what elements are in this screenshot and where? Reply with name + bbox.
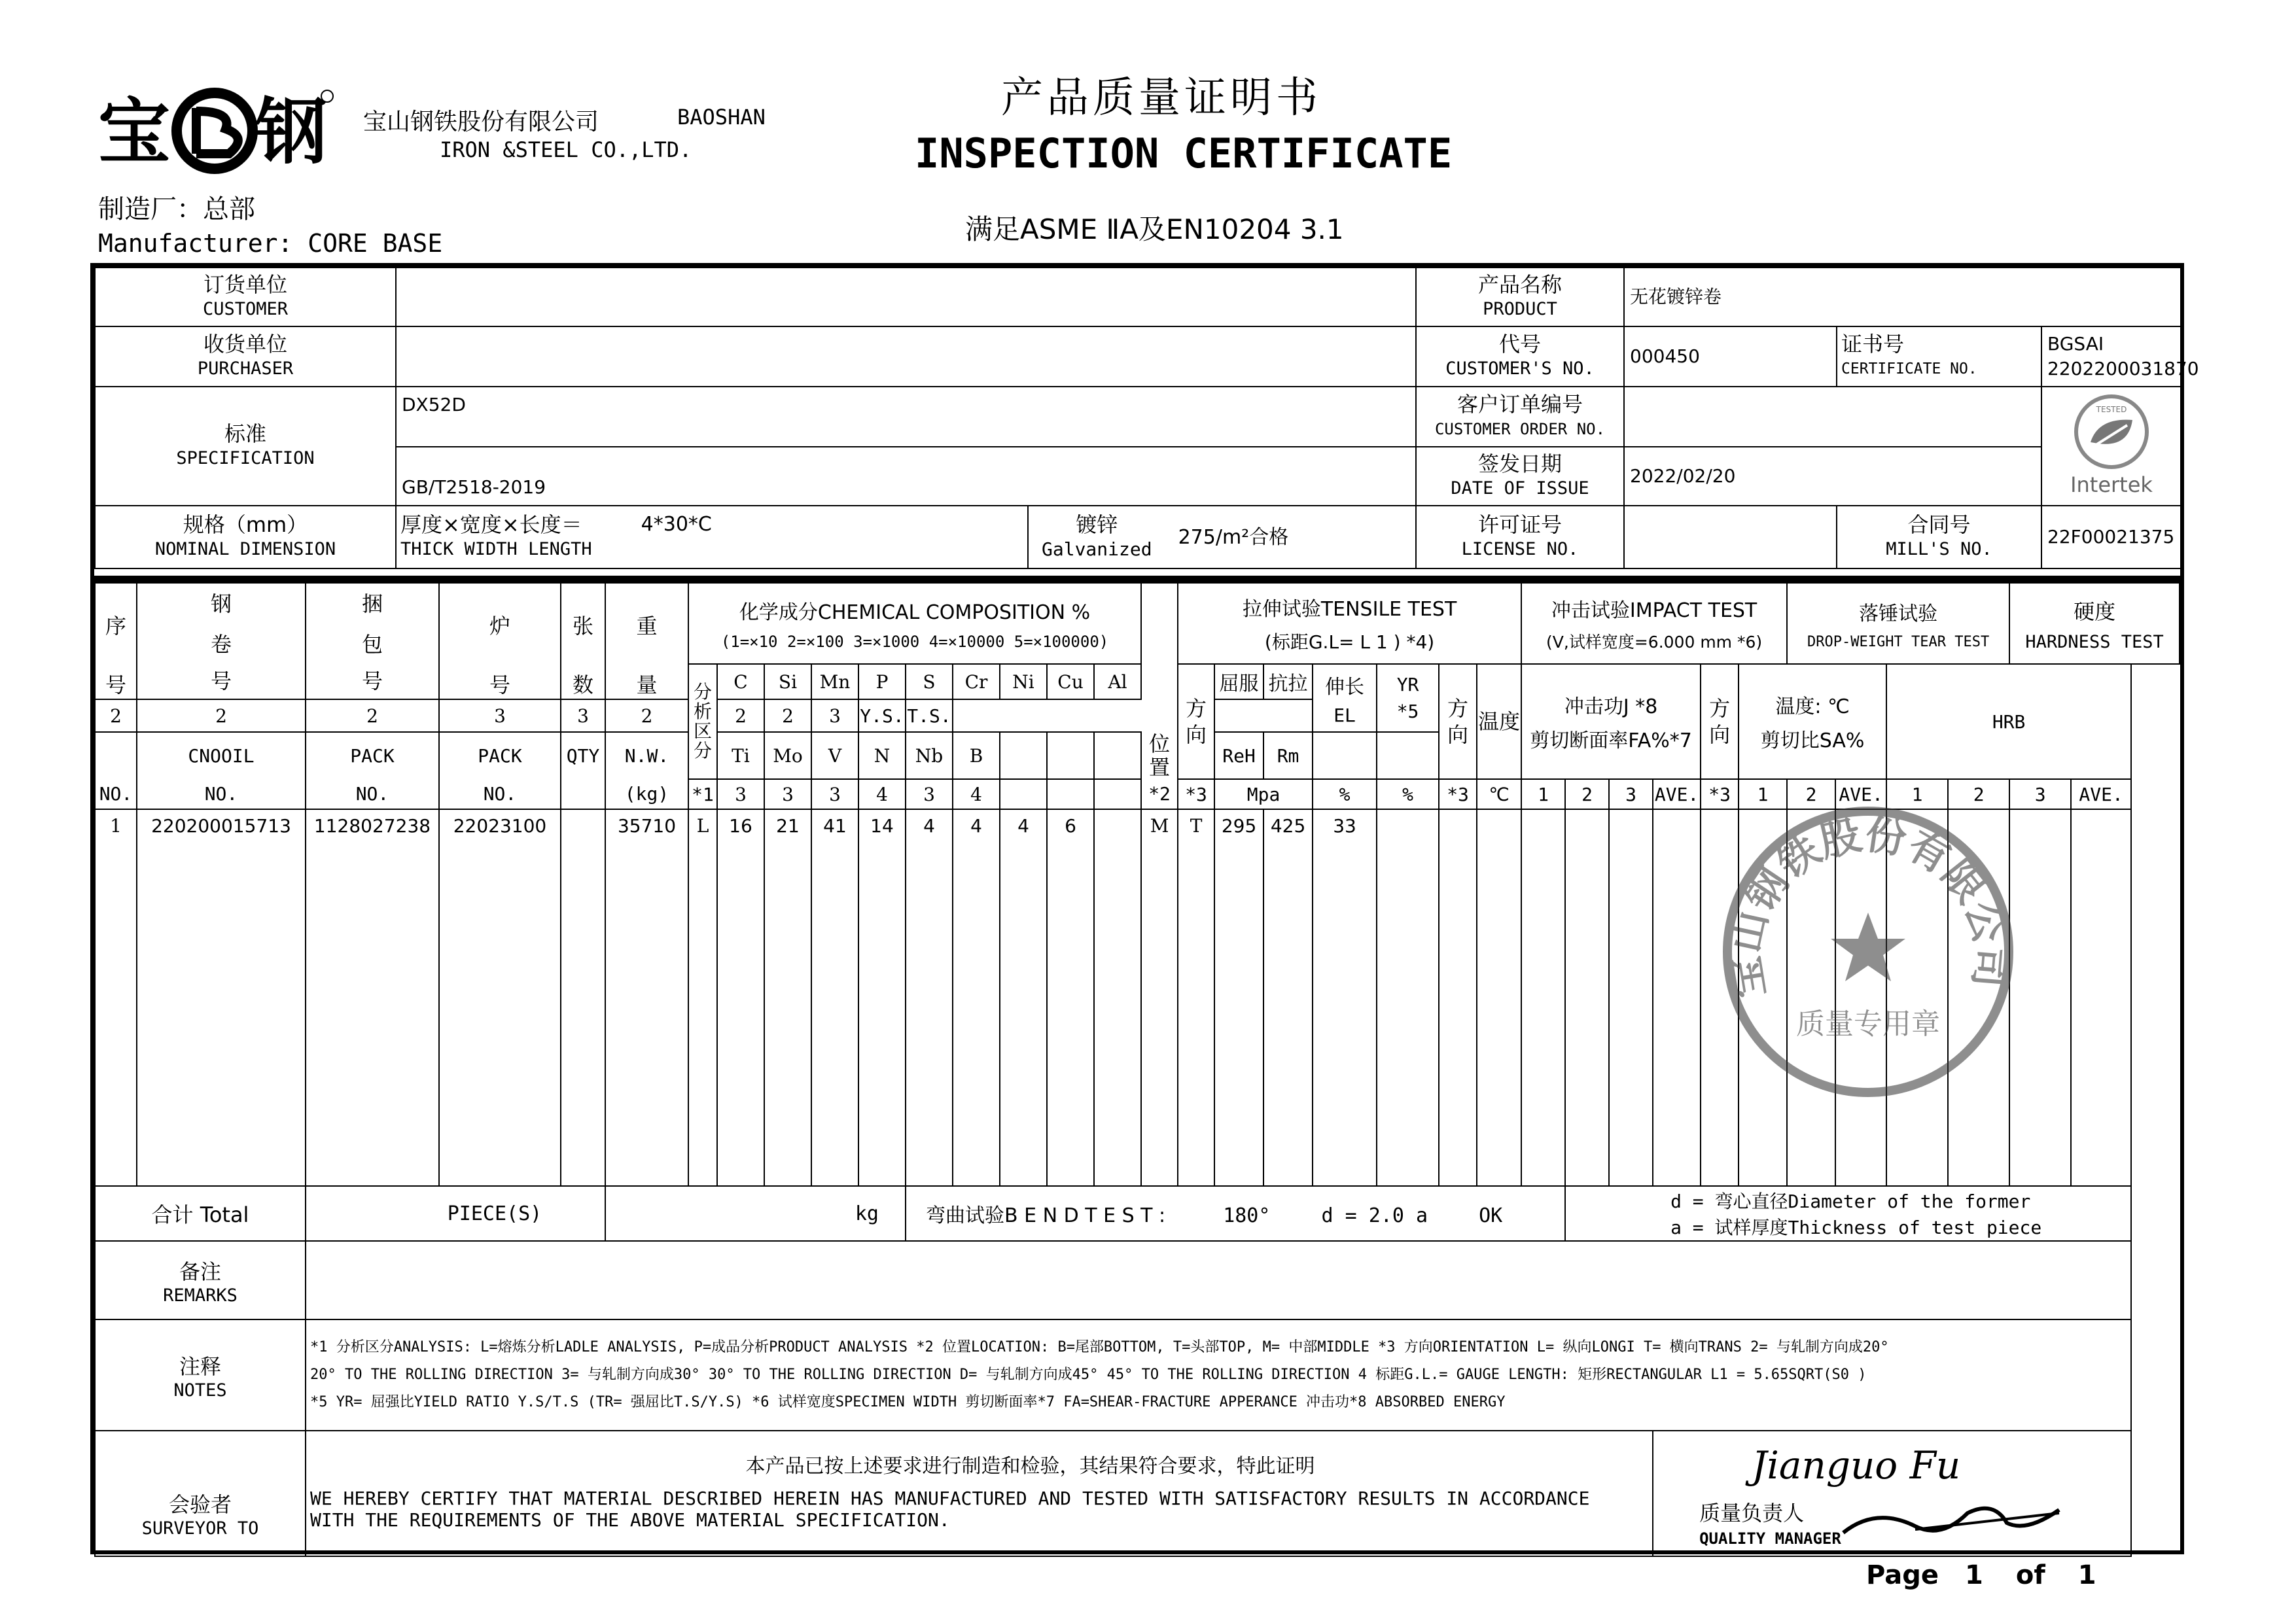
dimension-value-cell: 厚度×宽度×长度＝ 4*30*C THICK WIDTH LENGTH <box>396 506 1028 568</box>
row-chem-cu: 6 <box>1047 809 1094 1186</box>
manager-signature <box>1653 1431 2131 1556</box>
manager-signature-icon <box>1837 1493 2072 1546</box>
surveyor-label: 会验者 SURVEYOR TO <box>95 1431 306 1556</box>
scale2-blank-1 <box>1000 779 1047 809</box>
ys-header: 屈服 <box>1214 664 1263 699</box>
manager-en: QUALITY MANAGER <box>1699 1529 1841 1548</box>
element-p: P <box>858 664 906 699</box>
hard-n2: 2 <box>1948 779 2009 809</box>
title-en: INSPECTION CERTIFICATE <box>915 130 1453 177</box>
row-qty <box>561 809 605 1186</box>
baosteel-logo-icon <box>98 82 334 180</box>
intertek-tested-icon <box>2059 387 2164 498</box>
col-coil-en2: NO. <box>137 779 306 809</box>
el-blank <box>1313 732 1377 779</box>
scale-ni: 2 <box>717 699 764 732</box>
col-heat-header: 炉 号 <box>439 583 561 699</box>
direction-foot: *3 <box>1178 779 1214 809</box>
yr-unit: % <box>1377 779 1439 809</box>
scale-p: 3 <box>439 699 561 732</box>
license-value <box>1624 506 1837 568</box>
ts-header: 抗拉 <box>1263 664 1313 699</box>
element-si: Si <box>764 664 811 699</box>
element-cr: Cr <box>953 664 1000 699</box>
impact-n3: 3 <box>1609 779 1653 809</box>
row-chem-cr: 4 <box>953 809 1000 1186</box>
row-chem-si: 21 <box>764 809 811 1186</box>
scale2-mo: 3 <box>764 779 811 809</box>
certificate-no-label: 证书号 CERTIFICATE NO. <box>1837 326 2041 387</box>
position-header: 位置 <box>1141 732 1178 779</box>
element-cu: Cu <box>1047 664 1094 699</box>
impact-n1: 1 <box>1521 779 1565 809</box>
row-coil: 220200015713 <box>137 809 306 1186</box>
row-hard-ave <box>2071 809 2131 1186</box>
scale2-v: 3 <box>811 779 858 809</box>
tensile-header: 拉伸试验TENSILE TEST (标距G.L= L 1 ) *4) <box>1178 583 1521 664</box>
element-n: N <box>858 732 906 779</box>
company-name-cn: 宝山钢铁股份有限公司 <box>363 109 599 135</box>
ts-en: T.S. <box>906 699 953 732</box>
date-value: 2022/02/20 <box>1624 447 2041 506</box>
scale-si: 2 <box>137 699 306 732</box>
el-unit: % <box>1313 779 1377 809</box>
row-imp-temp <box>1477 809 1521 1186</box>
certification-text: 本产品已按上述要求进行制造和检验，其结果符合要求，特此证明 WE HEREBY CERTIFY THAT MATERIAL DESCRIBED HEREIN HAS MANUFACTURED AND TESTED WITH SATISFACTORY RESULTS IN ACCORDANCE WITH THE REQUIREMENTS OF THE ABOVE MATERIAL SPECIFICATION. <box>306 1431 1653 1556</box>
impact-energy-header: 冲击功J *8 剪切断面率FA%*7 <box>1521 664 1701 779</box>
total-pieces: PIECE(S) <box>306 1186 605 1241</box>
manufacturer-en: Manufacturer: CORE BASE <box>98 229 443 258</box>
purchaser-value <box>396 326 1416 387</box>
remarks-value <box>306 1241 2131 1319</box>
notes-label: 注释 NOTES <box>95 1319 306 1431</box>
signature-name: Jianguo Fu <box>1752 1443 1961 1488</box>
element-blank-1 <box>1000 732 1047 779</box>
scale2-blank-3 <box>1094 779 1141 809</box>
galvanized-cell: 镀锌 Galvanized 275/m²合格 <box>1028 506 1416 568</box>
license-label: 许可证号 LICENSE NO. <box>1416 506 1624 568</box>
certificate-no-value: BGSAI 2202200031870 <box>2041 326 2181 387</box>
impact-header: 冲击试验IMPACT TEST (V,试样宽度=6.000 mm *6) <box>1521 583 1787 664</box>
col-coil-header: 钢 卷 号 <box>137 583 306 699</box>
row-heat: 22023100 <box>439 809 561 1186</box>
svg-text:Intertek: Intertek <box>2070 472 2153 497</box>
scale2-b: 4 <box>953 779 1000 809</box>
position-foot: *2 <box>1141 779 1178 809</box>
order-no-value <box>1624 387 2041 447</box>
row-position: M <box>1141 809 1178 1186</box>
svg-text:TESTED: TESTED <box>2096 405 2127 414</box>
dwt-direction-foot: *3 <box>1701 779 1739 809</box>
bend-angle: 180° <box>1223 1204 1271 1227</box>
product-value: 无花镀锌卷 <box>1624 268 2181 326</box>
row-imp-dir <box>1439 809 1477 1186</box>
analysis-header: 分析区分 <box>688 664 717 779</box>
element-v: V <box>811 732 858 779</box>
row-weight: 35710 <box>605 809 688 1186</box>
row-imp-ave <box>1653 809 1701 1186</box>
dimension-label: 规格（mm） NOMINAL DIMENSION <box>95 506 396 568</box>
element-mn: Mn <box>811 664 858 699</box>
yr-header: YR *5 <box>1377 664 1439 732</box>
row-no: 1 <box>95 809 137 1186</box>
col-heat-en: PACK <box>439 732 561 779</box>
remarks-label: 备注 REMARKS <box>95 1241 306 1319</box>
dwt-header: 落锤试验 DROP-WEIGHT TEAR TEST <box>1787 583 2009 664</box>
page-number: Page 1 of 1 <box>1866 1560 2096 1590</box>
dimension-value: 4*30*C <box>641 513 712 536</box>
scale-c: 2 <box>95 699 137 732</box>
row-imp-1 <box>1521 809 1565 1186</box>
direction-header: 方向 <box>1178 664 1214 779</box>
specification-value-2: GB/T2518-2019 <box>396 447 1416 506</box>
customer-value <box>396 268 1416 326</box>
col-weight-header: 重 量 <box>605 583 688 699</box>
svg-text:宝: 宝 <box>98 90 170 174</box>
row-yr <box>1377 809 1439 1186</box>
bend-notes: d = 弯心直径Diameter of the former a = 试样厚度Thickness of test piece <box>1565 1186 2131 1241</box>
mill-no-label: 合同号 MILL'S NO. <box>1837 506 2041 568</box>
header-table <box>94 267 2199 569</box>
intertek-mark <box>2041 387 2181 506</box>
position-header-top <box>1141 583 1178 699</box>
row-direction: T <box>1178 809 1214 1186</box>
element-nb: Nb <box>906 732 953 779</box>
element-b: B <box>953 732 1000 779</box>
element-al: Al <box>1094 664 1141 699</box>
total-label: 合计 Total <box>95 1186 306 1241</box>
bend-result: OK <box>1479 1204 1503 1227</box>
ys-sym: ReH <box>1214 732 1263 779</box>
col-no-gap <box>95 732 137 779</box>
customer-no-label: 代号 CUSTOMER'S NO. <box>1416 326 1624 387</box>
hard-n3: 3 <box>2009 779 2071 809</box>
company-logo <box>98 82 334 180</box>
scale-cr: 2 <box>605 699 688 732</box>
element-c: C <box>717 664 764 699</box>
hard-ave: AVE. <box>2071 779 2131 809</box>
date-label: 签发日期 DATE OF ISSUE <box>1416 447 1624 506</box>
col-qty-en: QTY <box>561 732 605 779</box>
col-qty-header: 张 数 <box>561 583 605 699</box>
element-blank-2 <box>1047 732 1094 779</box>
customer-label: 订货单位 CUSTOMER <box>95 268 396 326</box>
col-pack-en: PACK <box>306 732 439 779</box>
element-s: S <box>906 664 953 699</box>
element-mo: Mo <box>764 732 811 779</box>
row-chem-mn: 41 <box>811 809 858 1186</box>
impact-n2: 2 <box>1565 779 1609 809</box>
title-cn: 产品质量证明书 <box>1001 74 1322 122</box>
order-no-label: 客户订单编号 CUSTOMER ORDER NO. <box>1416 387 1624 447</box>
hardness-unit-header: HRB <box>1886 664 2131 779</box>
company-name-en-1: BAOSHAN <box>677 105 766 130</box>
notes-text <box>306 1319 2131 1431</box>
row-imp-3 <box>1609 809 1653 1186</box>
impact-ave: AVE. <box>1653 779 1701 809</box>
specification-label: 标准 SPECIFICATION <box>95 387 396 506</box>
impact-direction-foot: *3 <box>1439 779 1477 809</box>
row-chem-ni: 4 <box>1000 809 1047 1186</box>
purchaser-label: 收货单位 PURCHASER <box>95 326 396 387</box>
element-ti: Ti <box>717 732 764 779</box>
row-chem-s: 4 <box>906 809 953 1186</box>
manager-cn: 质量负责人 <box>1699 1501 1805 1526</box>
unit-mpa: Mpa <box>1214 779 1313 809</box>
company-seal-icon <box>1714 798 2022 1106</box>
col-no-en: NO. <box>95 779 137 809</box>
scale-cu: 2 <box>764 699 811 732</box>
scale2-ti: 3 <box>717 779 764 809</box>
row-chem-al <box>1094 809 1141 1186</box>
row-chem-p: 14 <box>858 809 906 1186</box>
col-weight-en: N.W. <box>605 732 688 779</box>
product-label: 产品名称 PRODUCT <box>1416 268 1624 326</box>
row-analysis: L <box>688 809 717 1186</box>
manufacturer-cn: 制造厂：总部 <box>98 194 255 224</box>
notes-line-3: *5 YR= 屈强比YIELD RATIO Y.S/T.S (TR= 强屈比T.S/Y.S) *6 试样宽度SPECIMEN WIDTH 剪切断面率*7 FA=SHEAR-FRACTURE APPERANCE 冲击功*8 ABSORBED ENERGY <box>310 1394 1506 1410</box>
specification-value-1: DX52D <box>396 387 1416 447</box>
col-pack-en2: NO. <box>306 779 439 809</box>
hardness-header: 硬度 HARDNESS TEST <box>2009 583 2180 664</box>
row-ys: 295 <box>1214 809 1263 1186</box>
ts-sym: Rm <box>1263 732 1313 779</box>
dwt-n2: 2 <box>1787 779 1835 809</box>
row-pack: 1128027238 <box>306 809 439 1186</box>
total-kg: kg <box>605 1186 906 1241</box>
element-ni: Ni <box>1000 664 1047 699</box>
col-no-header: 序 号 <box>95 583 137 699</box>
el-header: 伸长 EL <box>1313 664 1377 732</box>
svg-text:钢: 钢 <box>255 90 327 174</box>
dwt-direction-header: 方向 <box>1701 664 1739 779</box>
scale-s: 3 <box>561 699 605 732</box>
bend-d: d = 2.0 a <box>1321 1204 1428 1227</box>
mill-no-value: 22F00021375 <box>2041 506 2181 568</box>
galvanized-value: 275/m²合格 <box>1178 526 1289 549</box>
standard-note: 满足ASME ⅡA及EN10204 3.1 <box>965 213 1344 245</box>
scale2-n: 4 <box>858 779 906 809</box>
svg-text:宝山钢铁股份有限公司: 宝山钢铁股份有限公司 <box>1720 810 2015 1002</box>
col-heat-en2: NO. <box>439 779 561 809</box>
impact-direction-header: 方向 <box>1439 664 1477 779</box>
customer-no-value: 000450 <box>1624 326 1837 387</box>
row-ts: 425 <box>1263 809 1313 1186</box>
scale2-blank-2 <box>1047 779 1094 809</box>
bend-test: 弯曲试验B E N D T E S T : 180° d = 2.0 a OK <box>906 1186 1565 1241</box>
notes-line-1: *1 分析区分ANALYSIS: L=熔炼分析LADLE ANALYSIS, P=成品分析PRODUCT ANALYSIS *2 位置LOCATION: B=尾部BOTTOM, T=头部TOP, M= 中部MIDDLE *3 方向ORIENTATION L= 纵向LONGI T= 横向TRANS 2= 与轧制方向成20° <box>310 1339 1889 1355</box>
svg-text:质量专用章: 质量专用章 <box>1796 1007 1940 1041</box>
col-pack-header: 捆 包 号 <box>306 583 439 699</box>
scale2-nb: 3 <box>906 779 953 809</box>
analysis-foot: *1 <box>688 779 717 809</box>
company-name-en-2: IRON &STEEL CO.,LTD. <box>440 137 692 162</box>
col-coil-en: CNOOIL <box>137 732 306 779</box>
chemical-header: 化学成分CHEMICAL COMPOSITION % (1=×10 2=×100 3=×1000 4=×10000 5=×100000) <box>688 583 1141 664</box>
row-el: 33 <box>1313 809 1377 1186</box>
row-chem-c: 16 <box>717 809 764 1186</box>
hard-n1: 1 <box>1886 779 1948 809</box>
row-imp-2 <box>1565 809 1609 1186</box>
dwt-temp-header: 温度: ℃ 剪切比SA% <box>1739 664 1886 779</box>
impact-temp-unit: ℃ <box>1477 779 1521 809</box>
yr-blank <box>1377 732 1439 779</box>
ys-en: Y.S. <box>858 699 906 732</box>
dwt-n1: 1 <box>1739 779 1787 809</box>
impact-temp-header: 温度 <box>1477 664 1521 779</box>
col-weight-en2: (kg) <box>605 779 688 809</box>
scale-mn: 2 <box>306 699 439 732</box>
notes-line-2: 20° TO THE ROLLING DIRECTION 3= 与轧制方向成30° 30° TO THE ROLLING DIRECTION D= 与轧制方向成45° 45° TO THE ROLLING DIRECTION 4 标距G.L.= GAUGE LENGTH: 矩形RECTANGULAR L1 = 5.65SQRT(S0 ) <box>310 1367 1867 1383</box>
scale-al: 3 <box>811 699 858 732</box>
dwt-ave: AVE. <box>1835 779 1886 809</box>
col-qty-gap <box>561 779 605 809</box>
element-blank-3 <box>1094 732 1141 779</box>
